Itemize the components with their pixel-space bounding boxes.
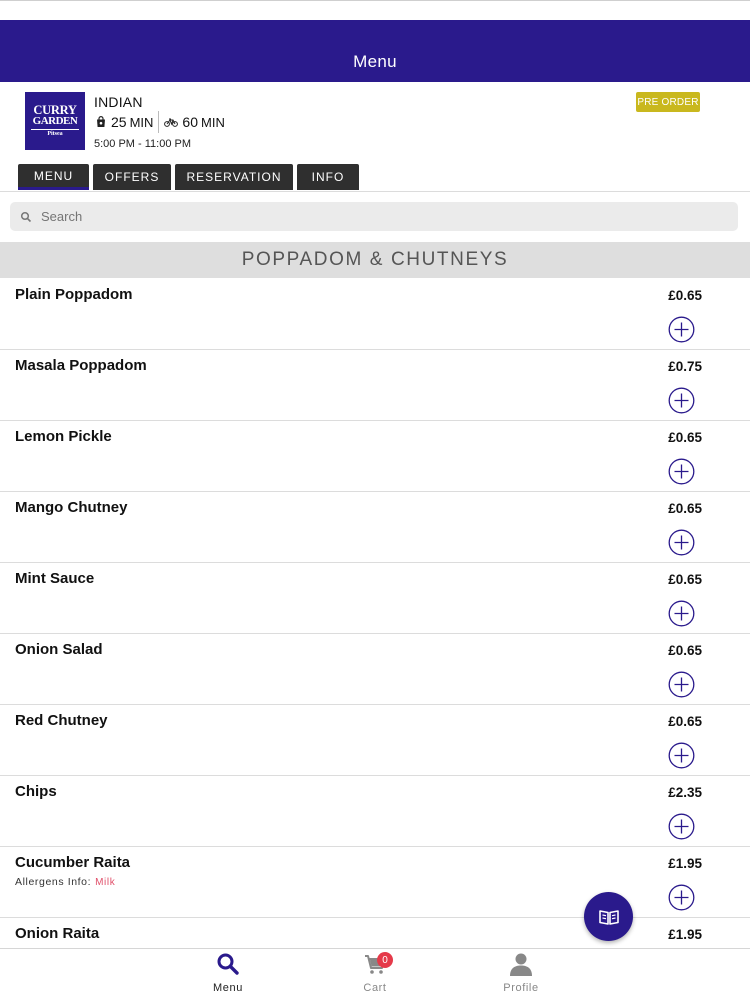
plus-circle-icon[interactable] [668,316,695,343]
item-price: £0.65 [668,501,702,516]
bottom-tab-cart[interactable] [335,952,415,994]
bottom-tab-menu-label: Menu [213,982,243,994]
search-input[interactable] [41,209,691,224]
book-icon [598,907,620,927]
menu-item[interactable] [0,421,750,492]
category-title: POPPADOM & CHUTNEYS [241,249,509,270]
cart-count-badge: 0 [377,952,393,968]
tab-offers[interactable]: OFFERS [93,164,171,190]
cuisine-label: INDIAN [94,94,143,110]
tab-reservation[interactable]: RESERVATION [175,164,293,190]
menu-fab-button[interactable] [584,892,633,941]
item-name: Onion Salad [15,641,103,658]
menu-item[interactable] [0,563,750,634]
item-name: Mint Sauce [15,570,95,587]
item-name: Chips [15,783,57,800]
person-icon [508,952,534,976]
plus-circle-icon[interactable] [668,529,695,556]
menu-item-list [0,279,750,989]
allergen-value: Milk [95,877,116,888]
menu-item[interactable] [0,279,750,350]
item-name: Mango Chutney [15,499,128,516]
menu-item[interactable] [0,776,750,847]
item-price: £2.35 [668,785,702,800]
logo-line-3: Pitsea [47,131,63,137]
search-bar[interactable] [10,202,738,231]
item-price: £0.65 [668,430,702,445]
menu-item[interactable] [0,350,750,421]
item-name: Onion Raita [15,925,100,942]
shopping-bag-icon [95,116,107,128]
item-price: £0.75 [668,359,702,374]
menu-tabs [18,164,359,190]
plus-circle-icon[interactable] [668,671,695,698]
item-price: £1.95 [668,927,702,942]
plus-circle-icon[interactable] [668,884,695,911]
menu-item[interactable] [0,847,750,918]
menu-item[interactable] [0,705,750,776]
item-price: £1.95 [668,856,702,871]
plus-circle-icon[interactable] [668,387,695,414]
collection-unit: MIN [129,114,154,130]
tab-menu[interactable]: MENU [18,164,89,190]
restaurant-header [0,82,750,192]
opening-hours: 5:00 PM - 11:00 PM [94,138,192,150]
item-price: £0.65 [668,714,702,729]
header-divider [0,191,750,192]
bottom-tab-bar [0,948,750,1000]
bottom-tab-cart-label: Cart [363,982,387,994]
item-name: Red Chutney [15,712,108,729]
restaurant-logo [25,92,85,150]
item-name: Plain Poppadom [15,286,133,303]
menu-item[interactable] [0,634,750,705]
search-icon [20,211,32,223]
item-name: Cucumber Raita [15,854,131,871]
menu-item[interactable] [0,492,750,563]
bottom-tab-menu[interactable] [188,952,268,994]
status-bar [0,0,750,20]
plus-circle-icon[interactable] [668,742,695,769]
item-price: £0.65 [668,643,702,658]
search-icon [216,952,240,976]
delivery-times [95,112,225,132]
delivery-minutes: 60 [182,114,198,130]
bottom-tab-profile[interactable] [481,952,561,994]
plus-circle-icon[interactable] [668,600,695,627]
collection-time [95,114,153,130]
item-price: £0.65 [668,288,702,303]
collection-minutes: 25 [111,114,127,130]
category-header [0,242,750,278]
bottom-tab-profile-label: Profile [503,982,539,994]
top-navbar [0,20,750,82]
delivery-unit: MIN [201,114,225,130]
plus-circle-icon[interactable] [668,813,695,840]
preorder-badge[interactable]: PRE ORDER [636,92,700,112]
logo-line-1: CURRY [33,103,77,117]
logo-line-2: GARDEN [31,116,79,130]
bicycle-icon [164,116,178,128]
item-name: Masala Poppadom [15,357,147,374]
page-title: Menu [353,52,397,71]
tab-info[interactable]: INFO [297,164,359,190]
allergens-info [15,876,115,888]
times-divider [158,111,159,133]
allergens-label: Allergens Info: [15,876,92,888]
delivery-time [164,114,224,130]
plus-circle-icon[interactable] [668,458,695,485]
item-name: Lemon Pickle [15,428,112,445]
item-price: £0.65 [668,572,702,587]
